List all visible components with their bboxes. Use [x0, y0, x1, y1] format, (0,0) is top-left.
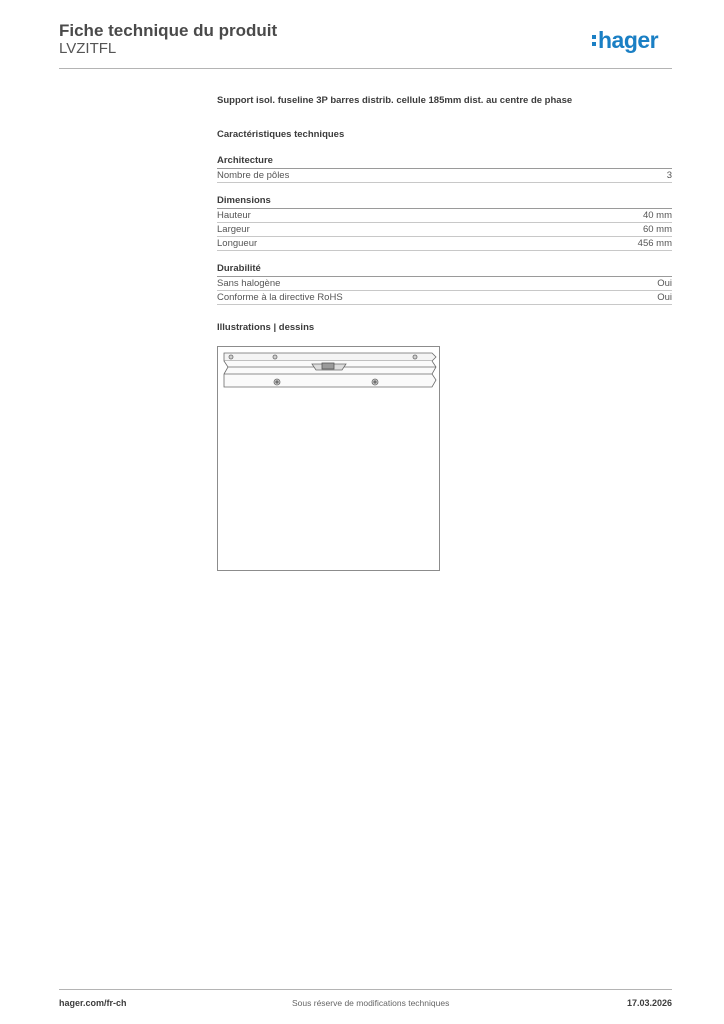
footer-divider: [59, 989, 672, 990]
group-durability: [217, 263, 672, 305]
row-value: 60 mm: [642, 224, 672, 235]
table-row: [217, 223, 672, 237]
table-row: [217, 291, 672, 305]
row-value: 40 mm: [642, 210, 672, 221]
row-label: Sans halogène: [217, 278, 281, 289]
group-title: Durabilité: [217, 263, 672, 277]
footer-website: hager.com/fr-ch: [59, 998, 127, 1008]
header-divider: [59, 68, 672, 69]
row-label: Conforme à la directive RoHS: [217, 292, 343, 303]
row-value: Oui: [657, 278, 672, 289]
footer-notice: Sous réserve de modifications techniques: [292, 998, 450, 1008]
row-label: Nombre de pôles: [217, 170, 290, 181]
table-row: [217, 237, 672, 251]
product-drawing: [217, 346, 440, 571]
header-title: Fiche technique du produit: [59, 21, 278, 40]
group-title: Architecture: [217, 155, 672, 169]
characteristics-heading: Caractéristiques techniques: [217, 129, 345, 140]
table-row: [217, 277, 672, 291]
row-value: Oui: [657, 292, 672, 303]
group-title: Dimensions: [217, 195, 672, 209]
illustrations-heading: Illustrations | dessins: [217, 322, 315, 333]
product-description: Support isol. fuseline 3P barres distrib. cellule 185mm dist. au centre de phase: [217, 95, 573, 106]
support-rail-drawing: [218, 347, 439, 570]
product-code: LVZITFL: [59, 40, 117, 57]
row-label: Hauteur: [217, 210, 251, 221]
row-label: Longueur: [217, 238, 258, 249]
row-value: 456 mm: [637, 238, 672, 249]
logo-text: hager: [598, 27, 659, 53]
logo-dots-icon: [592, 33, 596, 47]
group-architecture: [217, 155, 672, 183]
table-row: [217, 209, 672, 223]
footer-date: 17.03.2026: [626, 998, 672, 1008]
table-row: [217, 169, 672, 183]
group-dimensions: [217, 195, 672, 251]
row-value: 3: [666, 170, 672, 181]
main-content: [217, 95, 672, 335]
hager-logo: [592, 27, 658, 54]
row-label: Largeur: [217, 224, 250, 235]
